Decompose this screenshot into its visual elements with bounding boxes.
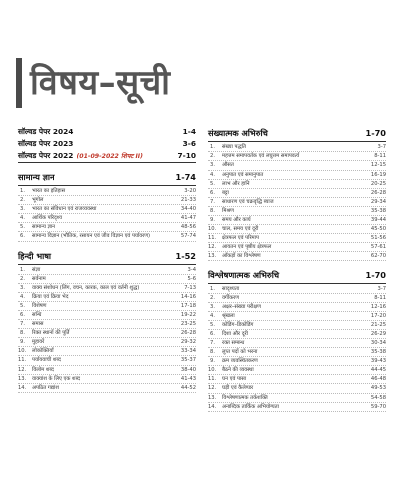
item-pages: 12-15 (370, 162, 386, 169)
item-label: संज्ञा (32, 266, 41, 273)
item-pages: 14-16 (180, 294, 196, 301)
item-pages: 46-48 (370, 376, 386, 383)
list-item (208, 403, 386, 412)
item-number: 2. (20, 197, 25, 204)
title-accent-bar (16, 58, 22, 108)
item-pages: 33-34 (180, 348, 196, 355)
numerical-section-title: संख्यात्मक अभिरुचि (208, 128, 268, 138)
item-pages: 20-25 (370, 180, 386, 187)
item-number: 10. (208, 367, 217, 374)
item-label: घड़ी एवं कैलेण्डर (222, 385, 254, 392)
item-number: 11. (208, 376, 217, 383)
item-pages: 51-56 (370, 234, 386, 241)
item-number: 9. (210, 216, 215, 223)
item-label: औसत (222, 162, 234, 169)
list-item (18, 187, 196, 196)
solved-papers-section (18, 126, 196, 163)
item-number: 10. (208, 225, 217, 232)
list-item (208, 394, 386, 403)
list-item (208, 171, 386, 180)
item-number: 2. (210, 153, 215, 160)
item-label: आर्थिक परिदृश्य (32, 215, 62, 222)
item-number: 4. (210, 171, 215, 178)
item-pages: 3-4 (187, 266, 196, 273)
item-pages: 26-29 (370, 331, 386, 338)
item-label: सादृश्यता (222, 285, 240, 292)
item-number: 5. (210, 180, 215, 187)
list-item (18, 266, 196, 275)
item-label: विशेषण (32, 303, 47, 310)
item-pages: 41-47 (180, 215, 196, 222)
item-number: 12. (208, 243, 217, 250)
item-number: 7. (210, 340, 215, 347)
item-label: भारत का इतिहास (32, 188, 66, 194)
hindi-section-pages: 1-52 (175, 250, 196, 261)
list-item (18, 214, 196, 223)
item-pages: 19-22 (180, 312, 196, 319)
list-item (208, 357, 386, 366)
item-pages: 16-19 (370, 171, 386, 178)
item-label: अनुपात एवं समानुपात (222, 171, 264, 178)
gk-item-list (18, 187, 196, 242)
item-pages: 26-28 (180, 330, 196, 337)
solved-paper-pages: 1-4 (182, 127, 196, 136)
item-pages: 41-43 (180, 375, 196, 382)
item-label: क्षेत्रफल एवं परिमाप (222, 234, 259, 241)
item-label: अनाब्दिक तार्किक अभियोग्यता (222, 403, 279, 410)
list-item (18, 223, 196, 232)
item-pages: 8-11 (374, 295, 386, 302)
item-pages: 57-74 (180, 233, 196, 240)
item-number: 1. (20, 266, 25, 273)
list-item (18, 293, 196, 302)
item-pages: 49-53 (370, 385, 386, 392)
item-number: 4. (210, 313, 215, 320)
item-pages: 17-18 (180, 303, 196, 310)
item-number: 6. (20, 312, 25, 319)
item-pages: 59-70 (370, 403, 386, 410)
item-number: 6. (210, 189, 215, 196)
item-label: मिश्रण (222, 207, 234, 214)
list-item (18, 338, 196, 347)
item-label: समास (32, 321, 44, 328)
item-label: संख्या पद्धति (222, 144, 246, 150)
hindi-section-title: हिन्दी भाषा (18, 250, 52, 261)
left-column (18, 126, 196, 393)
item-pages: 7-13 (184, 284, 196, 291)
hindi-item-list (18, 266, 196, 393)
item-label: आँकड़ों का विश्लेषण (222, 252, 261, 259)
item-number: 8. (20, 330, 25, 337)
list-item (208, 384, 386, 393)
item-label: वाक्य संशोधन (लिंग, वचन, कारक, काल एवं वर्तनी शुद्ध) (32, 284, 140, 291)
item-pages: 21-25 (370, 322, 386, 329)
item-label: विलोम शब्द (32, 366, 54, 373)
item-number: 9. (20, 339, 25, 346)
list-item (208, 216, 386, 225)
item-pages: 62-70 (370, 252, 386, 259)
item-number: 8. (210, 207, 215, 214)
item-number: 3. (20, 284, 25, 291)
item-label: पर्यायवाची शब्द (32, 357, 61, 364)
item-pages: 48-56 (180, 224, 196, 231)
item-number: 13. (18, 375, 27, 382)
list-item (18, 302, 196, 311)
item-label: भारत का संविधान एवं राजव्यवस्था (32, 206, 97, 213)
right-column (208, 126, 386, 412)
list-item (208, 294, 386, 303)
item-label: वर्गीकरण (222, 295, 240, 302)
gk-section-header (18, 170, 196, 186)
item-number: 8. (210, 349, 215, 356)
item-pages: 17-20 (370, 313, 386, 320)
list-item (18, 329, 196, 338)
item-number: 1. (210, 285, 215, 292)
item-label: विश्लेषणात्मक तर्कशक्ति (222, 394, 268, 401)
item-number: 4. (20, 215, 25, 222)
list-item (208, 180, 386, 189)
list-item (208, 152, 386, 161)
item-label: दिशा और दूरी (222, 331, 248, 338)
list-item (208, 143, 386, 152)
item-pages: 3-7 (377, 285, 386, 292)
list-item (208, 198, 386, 207)
item-pages: 38-40 (180, 366, 196, 373)
item-number: 3. (210, 162, 215, 169)
list-item (208, 303, 386, 312)
list-item (18, 196, 196, 205)
list-item (208, 339, 386, 348)
item-pages: 54-58 (370, 394, 386, 401)
item-label: सन्धि (32, 312, 42, 319)
item-label: समय और कार्य (222, 216, 251, 223)
item-pages: 29-32 (180, 339, 196, 346)
list-item (208, 285, 386, 294)
item-number: 9. (210, 358, 215, 365)
item-pages: 45-50 (370, 225, 386, 232)
list-item (208, 330, 386, 339)
reasoning-section-header (208, 268, 386, 284)
item-pages: 26-28 (370, 189, 386, 196)
item-number: 5. (20, 224, 25, 231)
item-label: चाल, समय एवं दूरी (222, 225, 259, 232)
item-pages: 3-20 (184, 188, 196, 194)
solved-paper-note: (01-09-2022 शिफ्ट II) (76, 153, 143, 160)
list-item (208, 312, 386, 321)
reasoning-section-title: विश्लेषणात्मक अभिरुचि (208, 269, 280, 280)
item-label: लाभ और हानि (222, 180, 250, 187)
numerical-section-header (208, 126, 386, 142)
item-label: बट्टा (222, 189, 229, 196)
item-pages: 35-38 (370, 349, 386, 356)
item-label: बैठने की व्यवस्था (222, 367, 254, 374)
title-block (16, 58, 170, 108)
item-label: घन एवं पासा (222, 376, 247, 383)
item-label: श्रृंखला (222, 313, 235, 320)
list-item (18, 347, 196, 356)
item-pages: 5-6 (187, 275, 196, 282)
item-number: 12. (18, 366, 27, 373)
item-pages: 35-37 (180, 357, 196, 364)
item-pages: 30-34 (370, 340, 386, 347)
hindi-section-header (18, 249, 196, 265)
item-number: 14. (18, 384, 27, 391)
gk-section-pages: 1-74 (175, 172, 196, 182)
item-number: 6. (20, 233, 25, 240)
item-pages: 34-40 (180, 206, 196, 213)
solved-paper-pages: 3-6 (182, 139, 196, 148)
item-pages: 21-33 (180, 197, 196, 204)
item-pages: 39-43 (370, 358, 386, 365)
item-number: 14. (208, 403, 217, 410)
item-pages: 29-34 (370, 198, 386, 205)
item-pages: 12-16 (370, 304, 386, 311)
item-number: 2. (20, 275, 25, 282)
item-label: सर्वनाम (32, 275, 46, 282)
item-label: सामान्य विज्ञान (भौतिक, रसायन एवं जीव विज्ञान एवं पर्यावरण) (32, 233, 151, 240)
item-label: साधारण एवं चक्रवृद्धि ब्याज (222, 198, 274, 205)
item-number: 5. (20, 303, 25, 310)
item-pages: 57-61 (370, 243, 386, 250)
list-item (18, 384, 196, 393)
list-item (18, 320, 196, 329)
list-item (18, 284, 196, 293)
list-item (18, 232, 196, 241)
list-item (208, 348, 386, 357)
item-label: सामान्य ज्ञान (32, 224, 56, 231)
list-item (208, 375, 386, 384)
item-number: 10. (18, 348, 27, 355)
item-label: लुप्त पदों को भरना (222, 349, 258, 356)
item-pages: 44-52 (180, 384, 196, 391)
item-number: 11. (18, 357, 27, 364)
item-label: क्रिया एवं क्रिया भेद (32, 294, 69, 301)
solved-paper-title: सॉल्वड पेपर 2023 (18, 139, 74, 148)
solved-paper-label (18, 139, 73, 149)
item-label: मुहावरें (32, 339, 45, 346)
item-number: 3. (210, 304, 215, 311)
list-item (18, 205, 196, 214)
item-pages: 8-11 (374, 153, 386, 160)
list-item (208, 225, 386, 234)
item-label: भूगोल (32, 197, 44, 204)
list-item (18, 275, 196, 284)
item-number: 6. (210, 331, 215, 338)
gk-section-title: सामान्य ज्ञान (18, 172, 55, 182)
item-label: आयतन एवं पृष्ठीय क्षेत्रफल (222, 243, 272, 250)
solved-paper-title: सॉल्वड पेपर 2022 (18, 151, 74, 160)
item-pages: 39-44 (370, 216, 386, 223)
item-pages: 3-7 (377, 144, 386, 150)
item-label: लोकोक्तियाँ (32, 348, 54, 355)
item-number: 11. (208, 234, 217, 241)
item-pages: 23-25 (180, 321, 196, 328)
item-number: 4. (20, 294, 25, 301)
solved-paper-pages: 7-10 (177, 151, 196, 160)
item-label: रक्त सम्बन्ध (222, 340, 245, 347)
solved-paper-title: सॉल्वड पेपर 2024 (18, 127, 74, 136)
item-pages: 44-45 (370, 367, 386, 374)
list-item (208, 161, 386, 170)
list-item (208, 234, 386, 243)
item-number: 2. (210, 295, 215, 302)
item-label: क्रम व्यवस्थितकरण (222, 358, 258, 365)
reasoning-item-list (208, 285, 386, 412)
item-number: 5. (210, 322, 215, 329)
reasoning-section-pages: 1-70 (365, 269, 386, 280)
item-label: रिक्त स्थानों की पूर्ति (32, 330, 70, 337)
item-number: 13. (208, 394, 217, 401)
list-item (208, 243, 386, 252)
item-label: वाक्यांश के लिए एक शब्द (32, 375, 81, 382)
solved-paper-row (18, 138, 196, 150)
item-label: कोडिंग–डिकोडिंग (222, 322, 254, 329)
list-item (18, 375, 196, 384)
item-number: 1. (20, 188, 25, 194)
list-item (208, 366, 386, 375)
solved-paper-label (18, 127, 73, 137)
solved-paper-row (18, 150, 196, 163)
list-item (18, 311, 196, 320)
item-number: 13. (208, 252, 217, 259)
list-item (208, 321, 386, 330)
solved-paper-label (18, 151, 143, 161)
numerical-section-pages: 1-70 (365, 128, 386, 138)
solved-paper-row (18, 126, 196, 138)
item-label: अपठित गद्यांश (32, 384, 59, 391)
list-item (18, 366, 196, 375)
list-item (208, 252, 386, 261)
item-number: 12. (208, 385, 217, 392)
item-number: 7. (20, 321, 25, 328)
item-number: 7. (210, 198, 215, 205)
item-number: 1. (210, 144, 215, 150)
item-label: अक्षर–संख्या परीक्षण (222, 304, 261, 311)
list-item (18, 356, 196, 365)
numerical-item-list (208, 143, 386, 261)
page-title: विषय–सूची (30, 63, 171, 103)
item-number: 3. (20, 206, 25, 213)
list-item (208, 207, 386, 216)
item-pages: 35-38 (370, 207, 386, 214)
item-label: महत्तम समापवर्तक एवं लघुत्तम समापवर्त्य (222, 153, 300, 160)
list-item (208, 189, 386, 198)
